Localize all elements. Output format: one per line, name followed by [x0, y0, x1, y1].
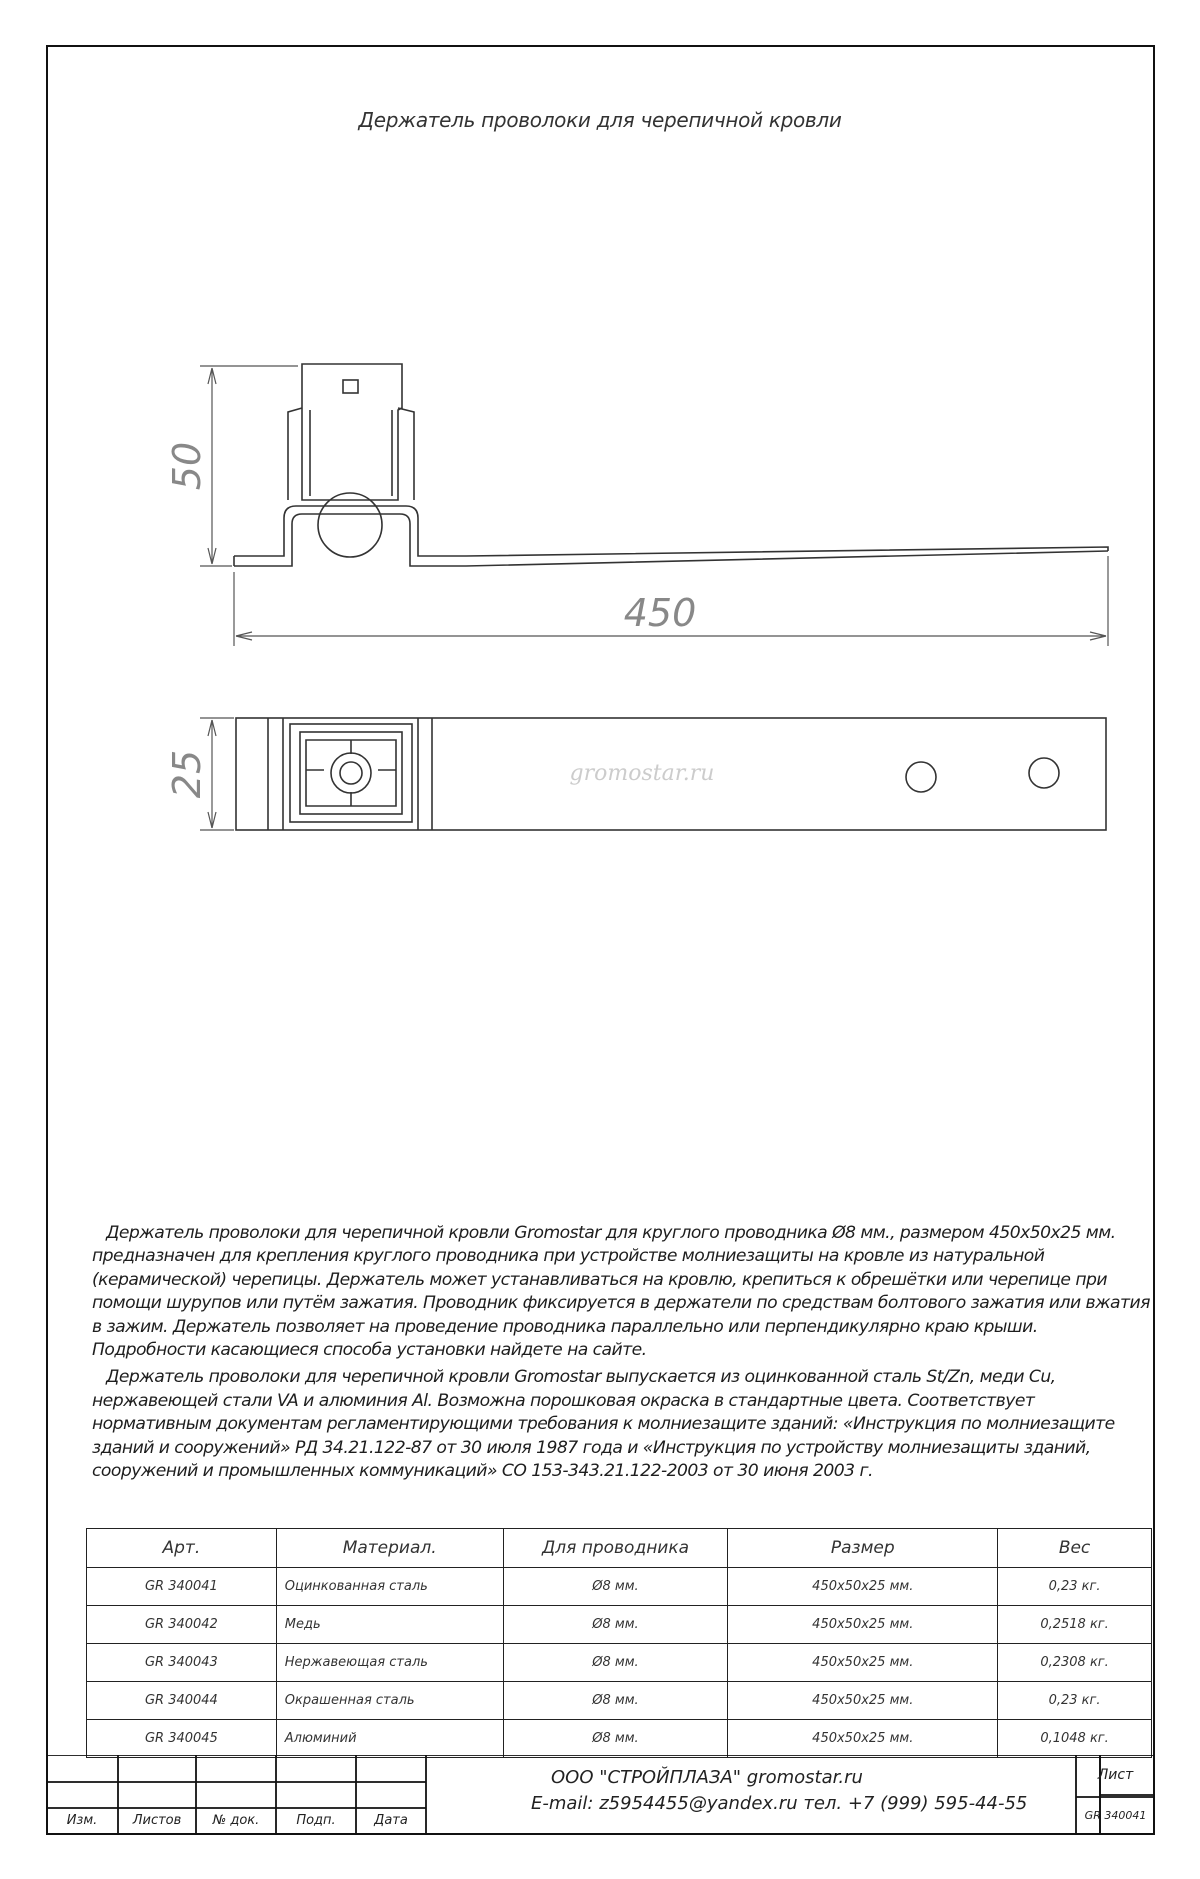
cell-material: Нержавеющая сталь	[276, 1644, 503, 1682]
dim-length-label: 450	[623, 591, 697, 635]
dim-width-label: 25	[165, 749, 209, 799]
watermark-text: gromostar.ru	[569, 761, 715, 786]
stamp-label-date: Дата	[374, 1813, 408, 1828]
cell-conductor: Ø8 мм.	[503, 1720, 728, 1758]
cell-size: 450х50х25 мм.	[728, 1568, 998, 1606]
side-view	[234, 364, 1108, 566]
title-block	[46, 1755, 1155, 1835]
cell-size: 450х50х25 мм.	[728, 1644, 998, 1682]
mounting-hole-2	[1029, 758, 1059, 788]
dim-height-label: 50	[165, 441, 209, 491]
cell-article: GR 340044	[87, 1682, 277, 1720]
product-description	[92, 1222, 1152, 1487]
cell-article: GR 340045	[87, 1720, 277, 1758]
cell-size: 450х50х25 мм.	[728, 1606, 998, 1644]
stamp-label-doc-number: № док.	[212, 1813, 260, 1828]
cell-material: Алюминий	[276, 1720, 503, 1758]
header-article: Арт.	[87, 1529, 277, 1568]
table-row	[87, 1720, 1152, 1758]
cell-weight: 0,2518 кг.	[998, 1606, 1152, 1644]
conductor-profile	[318, 493, 382, 557]
cell-conductor: Ø8 мм.	[503, 1644, 728, 1682]
stamp-sheet-label: Лист	[1097, 1767, 1134, 1783]
stamp-label-signature: Подп.	[296, 1813, 336, 1828]
table-row	[87, 1682, 1152, 1720]
cell-article: GR 340043	[87, 1644, 277, 1682]
cell-weight: 0,1048 кг.	[998, 1720, 1152, 1758]
header-weight: Вес	[998, 1529, 1152, 1568]
strip-top-edge	[466, 547, 1108, 556]
cell-weight: 0,23 кг.	[998, 1682, 1152, 1720]
cell-size: 450х50х25 мм.	[728, 1720, 998, 1758]
table-row	[87, 1606, 1152, 1644]
bolt-hole	[340, 762, 362, 784]
description-paragraph-1: Держатель проволоки для черепичной кровли Gromostar для круглого проводника Ø8 мм., размером 450х50х25 мм. предназначен для крепления круглого проводника при устройстве молниезащиты на кровле из натуральной (керамической) черепицы. Держатель может устанавливаться на кровлю, крепиться к обрешётки или черепице при помощи шурупов или путём зажатия. Проводник фиксируется в держатели по средствам болтового зажатия или вжатия в зажим. Держатель позволяет на проведение проводника параллельно или перпендикулярно краю крыши. Подробности касающиеся способа установки найдете на сайте.	[92, 1223, 1150, 1361]
company-contact-line: E-mail: z5954455@yandex.ru тел. +7 (999) 595-44-55	[531, 1793, 1028, 1814]
header-conductor: Для проводника	[503, 1529, 728, 1568]
cell-conductor: Ø8 мм.	[503, 1682, 728, 1720]
clip-slot	[343, 380, 358, 393]
stamp-label-sheets: Листов	[132, 1813, 182, 1828]
table-header-row	[87, 1529, 1152, 1568]
cell-article: GR 340041	[87, 1568, 277, 1606]
cell-material: Медь	[276, 1606, 503, 1644]
cell-material: Окрашенная сталь	[276, 1682, 503, 1720]
header-material: Материал.	[276, 1529, 503, 1568]
table-row	[87, 1644, 1152, 1682]
clip-side-wings	[288, 408, 414, 500]
technical-drawing	[0, 0, 1200, 900]
mounting-hole-1	[906, 762, 936, 792]
bolt-head	[331, 753, 371, 793]
table-row	[87, 1568, 1152, 1606]
drawing-title: Держатель проволоки для черепичной кровли	[358, 108, 842, 132]
cell-article: GR 340042	[87, 1606, 277, 1644]
clip-body	[302, 364, 402, 500]
stamp-label-change: Изм.	[66, 1813, 98, 1828]
clip-top-outer	[290, 724, 412, 822]
cell-size: 450х50х25 мм.	[728, 1682, 998, 1720]
clip-inner-lines	[310, 410, 392, 496]
cell-weight: 0,23 кг.	[998, 1568, 1152, 1606]
specification-table	[86, 1528, 1152, 1758]
company-name-line: ООО "СТРОЙПЛАЗА" gromostar.ru	[551, 1767, 863, 1788]
base-bend-bottom	[234, 514, 1108, 566]
header-size: Размер	[728, 1529, 998, 1568]
description-paragraph-2: Держатель проволоки для черепичной кровли Gromostar выпускается из оцинкованной сталь St/Zn, меди Cu, нержавеющей стали VA и алюминия Al. Возможна порошковая окраска в стандартные цвета. Соответствует нормативным документам регламентирующими требования к молниезащите зданий: «Инструкция по молниезащите зданий и сооружений» РД 34.21.122-87 от 30 июля 1987 года и «Инструкция по устройству молниезащиты зданий, сооружений и промышленных коммуникаций» СО 153-343.21.122-2003 от 30 июня 2003 г.	[92, 1367, 1115, 1482]
company-info	[426, 1765, 1146, 1817]
cell-material: Оцинкованная сталь	[276, 1568, 503, 1606]
stamp-sheet-code: GR 340041	[1084, 1809, 1147, 1822]
cell-weight: 0,2308 кг.	[998, 1644, 1152, 1682]
cell-conductor: Ø8 мм.	[503, 1606, 728, 1644]
cell-conductor: Ø8 мм.	[503, 1568, 728, 1606]
